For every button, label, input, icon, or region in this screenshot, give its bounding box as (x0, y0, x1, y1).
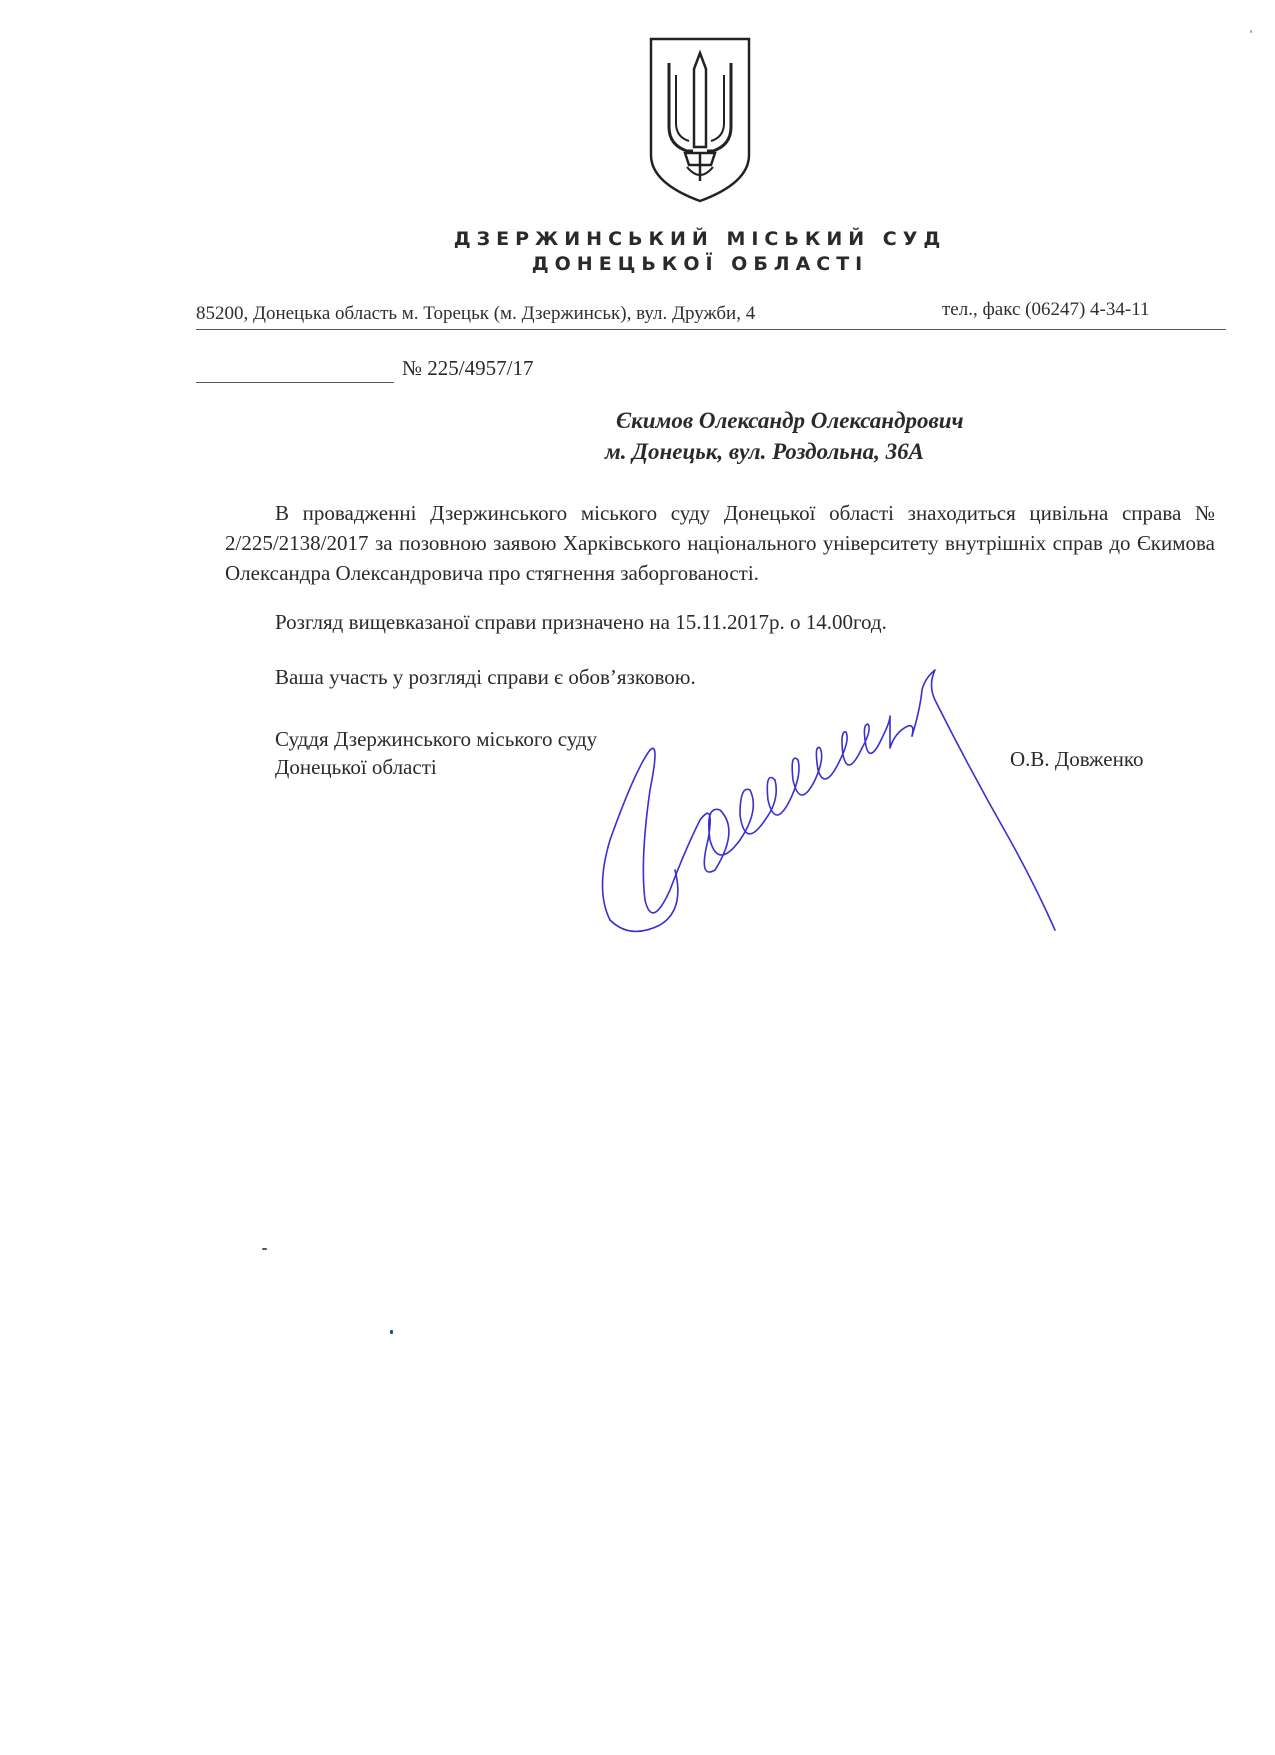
header-divider (196, 329, 1226, 330)
handwritten-signature (590, 640, 1070, 970)
judge-title-line1: Суддя Дзержинського міського суду (275, 727, 598, 751)
reference-number: № 225/4957/17 (402, 356, 534, 380)
judge-title-line2: Донецької області (275, 755, 437, 779)
scan-speck (390, 1330, 393, 1334)
reference-date-blank (196, 382, 394, 383)
body-paragraph-hearing-date: Розгляд вищевказаної справи призначено на 15.11.2017р. о 14.00год. (275, 610, 887, 634)
scan-speck (262, 1248, 267, 1250)
court-name-line1: ДЗЕРЖИНСЬКИЙ МІСЬКИЙ СУД (453, 228, 947, 250)
scan-speck (1250, 30, 1252, 33)
body-paragraph-case: В провадженні Дзержинського міського суду Донецької області знаходиться цивільна справа № 2/225/2138/2017 за позовною заявою Харківського національного університету внутрішніх справ до Єкимова Олександра Олександровича про стягнення заборгованості. (225, 501, 1215, 585)
court-name-line2: ДОНЕЦЬКОЇ ОБЛАСТІ (531, 253, 869, 275)
recipient-address: м. Донецьк, вул. Роздольна, 36А (605, 439, 924, 464)
recipient-name: Єкимов Олександр Олександрович (616, 408, 964, 433)
judge-title (275, 725, 597, 781)
trident-coat-of-arms-icon (645, 35, 755, 205)
body-paragraph-attendance: Ваша участь у розгляді справи є обов’язковою. (275, 665, 696, 689)
judge-name: О.В. Довженко (1010, 747, 1144, 771)
court-address: 85200, Донецька область м. Торецьк (м. Дзержинськ), вул. Дружби, 4 (196, 303, 756, 324)
court-phone: тел., факс (06247) 4-34-11 (942, 299, 1150, 320)
